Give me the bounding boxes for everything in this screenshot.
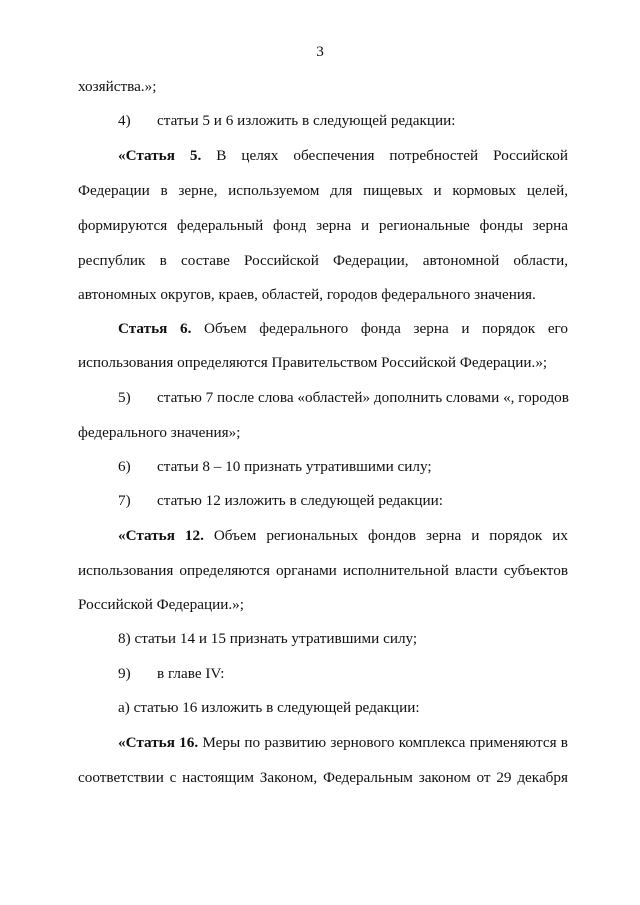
text-line-7: автономных округов, краев, областей, городов федерального значения. xyxy=(78,286,536,303)
list-text: статьи 5 и 6 изложить в следующей редакции: xyxy=(157,112,456,129)
list-number: 6) xyxy=(118,458,131,475)
list-item-8: 8) статьи 14 и 15 признать утратившими силу; xyxy=(118,630,418,647)
article-12-heading-line xyxy=(118,527,568,545)
article-6-text: Объем федерального фонда зерна и порядок его xyxy=(191,320,568,337)
text-line-9: использования определяются Правительством Российской Федерации.»; xyxy=(78,354,548,371)
article-12-text: Объем региональных фондов зерна и порядок их xyxy=(203,527,568,544)
article-5-label: «Статья 5. xyxy=(118,147,202,164)
article-6-heading-line xyxy=(118,320,568,338)
text-line-5: формируются федеральный фонд зерна и региональные фонды зерна xyxy=(78,217,568,234)
article-5-text: В целях обеспечения потребностей Российской xyxy=(201,147,568,164)
list-number: 5) xyxy=(118,389,131,406)
list-text: в главе IV: xyxy=(157,665,225,682)
text-line-16: Российской Федерации.»; xyxy=(78,596,244,613)
text-line-1: хозяйства.»; xyxy=(78,78,157,95)
list-text: статью 12 изложить в следующей редакции: xyxy=(157,492,443,509)
sub-item-a: а) статью 16 изложить в следующей редакции: xyxy=(118,699,420,716)
list-text: статьи 8 – 10 признать утратившими силу; xyxy=(157,458,432,475)
list-number: 7) xyxy=(118,492,131,509)
text-line-15: использования определяются органами исполнительной власти субъектов xyxy=(78,562,568,579)
article-16-text: Меры по развитию зернового комплекса применяются в xyxy=(198,734,568,751)
text-line-21: соответствии с настоящим Законом, Федеральным законом от 29 декабря xyxy=(78,769,568,786)
article-6-label: Статья 6. xyxy=(118,320,192,337)
article-16-heading-line xyxy=(118,734,568,752)
list-number: 4) xyxy=(118,112,131,129)
list-text: статью 7 после слова «областей» дополнить словами «, городов xyxy=(157,389,569,406)
article-16-label: «Статья 16. xyxy=(118,734,199,751)
article-5-heading-line xyxy=(118,147,568,165)
text-line-4: Федерации в зерне, используемом для пищевых и кормовых целей, xyxy=(78,182,568,199)
page-number: 3 xyxy=(316,43,324,60)
list-number: 9) xyxy=(118,665,131,682)
text-line-6: республик в составе Российской Федерации, автономной области, xyxy=(78,252,568,269)
article-12-label: «Статья 12. xyxy=(118,527,204,544)
text-line-11: федерального значения»; xyxy=(78,424,241,441)
